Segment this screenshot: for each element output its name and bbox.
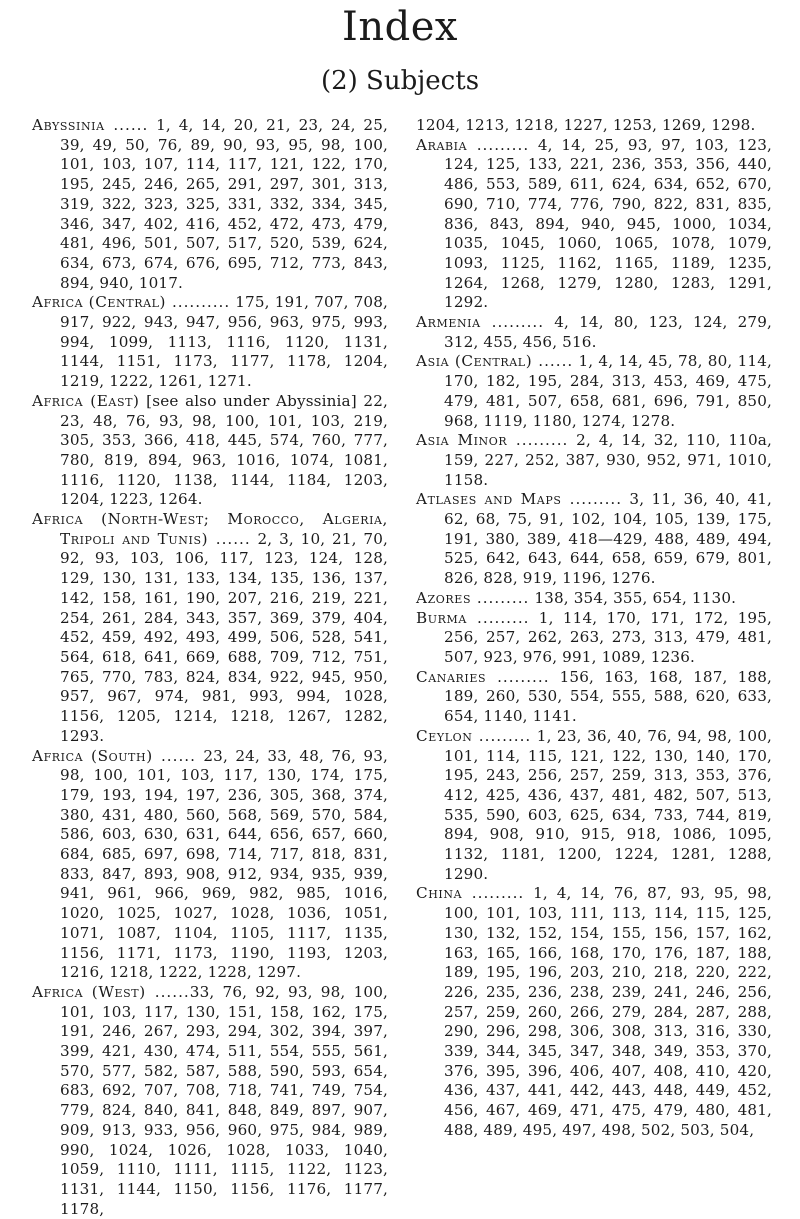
index-entry-heading: Africa (Central) [32, 293, 167, 312]
index-entry-references: 1, 4, 14, 45, 78, 80, 114, 170, 182, 195, 284, 313, 453, 469, 475, 479, 481, 507, 658, 681, 696, 791, 850, 968, 1119, 1180, 1274, 1278. [444, 352, 772, 430]
index-entry-references: 33, 76, 92, 93, 98, 100, 101, 103, 117, 130, 151, 158, 162, 175, 191, 246, 267, 293, 294, 302, 394, 397, 399, 421, 430, 474, 511, 554, 555, 561, 570, 577, 582, 587, 588, 590, 593, 654, 683, 692, 707, 708, 718, 741, 749, 754, 779, 824, 840, 841, 848, 849, 897, 907, 909, 913, 933, 956, 960, 975, 984, 989, 990, 1024, 1026, 1028, 1033, 1040, 1059, 1110, 1111, 1115, 1122, 1123, 1131, 1144, 1150, 1156, 1176, 1177, 1178, [60, 982, 388, 1218]
index-entry [416, 668, 772, 727]
page-title: Index [342, 4, 458, 50]
index-entry-references: 156, 163, 168, 187, 188, 189, 260, 530, 554, 555, 588, 620, 633, 654, 1140, 1141. [444, 667, 773, 726]
index-entry-leader: ......... [462, 884, 525, 903]
index-entry-references: 2, 4, 14, 32, 110, 110a, 159, 227, 252, 387, 930, 952, 971, 1010, 1158. [444, 431, 772, 489]
index-entry-leader: ...... [208, 529, 251, 548]
index-entry [416, 490, 772, 589]
index-entry [32, 293, 388, 392]
index-entry-heading: Azores [416, 588, 472, 607]
section-subtitle: (2) Subjects [320, 66, 480, 96]
index-entry-leader: ...... [152, 746, 196, 765]
index-entry-heading: Africa (West) [32, 982, 146, 1001]
index-entry-leader: ......... [561, 490, 623, 509]
index-entry-leader: ...... [532, 352, 574, 371]
index-entry [416, 313, 772, 352]
index-entry [32, 392, 388, 510]
index-entry-heading: Armenia [416, 313, 481, 332]
index-entry-heading: China [416, 884, 463, 903]
index-column-right [416, 116, 772, 1141]
index-entry-references: 138, 354, 355, 654, 1130. [529, 588, 737, 607]
index-entry-references: [see also under Abyssinia] 22, 23, 48, 76, 93, 98, 100, 101, 103, 219, 305, 353, 366, 418, 445, 574, 760, 777, 780, 819, 894, 963, 1016, 1074, 1081, 1116, 1120, 1138, 1144, 1184, 1203, 1204, 1223, 1264. [60, 391, 388, 509]
index-entry [416, 116, 772, 136]
index-entry-leader: ......... [480, 313, 545, 332]
index-entry-heading: Africa (South) [32, 746, 153, 765]
index-entry-leader: ......... [486, 667, 550, 686]
index-entry-leader: ...... [145, 982, 190, 1001]
index-column-left [32, 116, 388, 1219]
index-entry-leader: ......... [467, 135, 530, 154]
index-entry-references: 3, 11, 36, 40, 41, 62, 68, 75, 91, 102, 104, 105, 139, 175, 191, 380, 389, 418—429, 488, 489, 494, 525, 642, 643, 644, 658, 659, 679, 801, 826, 828, 919, 1196, 1276. [444, 490, 772, 588]
index-entry [32, 747, 388, 983]
index-entry-heading: Arabia [416, 135, 468, 154]
index-entry-references: 1, 4, 14, 76, 87, 93, 95, 98, 100, 101, 103, 111, 113, 114, 115, 125, 130, 132, 152, 154, 155, 156, 157, 162, 163, 165, 166, 168, 170, 176, 187, 188, 189, 195, 196, 203, 210, 218, 220, 222, 226, 235, 236, 238, 239, 241, 246, 256, 257, 259, 260, 266, 279, 284, 287, 288, 290, 296, 298, 306, 308, 313, 316, 330, 339, 344, 345, 347, 348, 349, 353, 370, 376, 395, 396, 406, 407, 408, 410, 420, 436, 437, 441, 442, 443, 448, 449, 452, 456, 467, 469, 471, 475, 479, 480, 481, 488, 489, 495, 497, 498, 502, 503, 504, [444, 884, 772, 1139]
index-entry-heading: Atlases and Maps [416, 490, 562, 509]
index-entry-leader: ......... [471, 588, 530, 607]
index-entry [416, 609, 772, 668]
index-entry [416, 727, 772, 885]
index-entry-references: 1, 23, 36, 40, 76, 94, 98, 100, 101, 114, 115, 121, 122, 130, 140, 170, 195, 243, 256, 257, 259, 313, 353, 376, 412, 425, 436, 437, 481, 482, 507, 513, 535, 590, 603, 625, 634, 733, 744, 819, 894, 908, 910, 915, 918, 1086, 1095, 1132, 1181, 1200, 1224, 1281, 1288, 1290. [444, 726, 772, 883]
index-entry-references: 1204, 1213, 1218, 1227, 1253, 1269, 1298. [416, 116, 756, 134]
index-entry-heading: Africa (East) [32, 391, 140, 410]
index-entry-references: 175, 191, 707, 708, 917, 922, 943, 947, 956, 963, 975, 993, 994, 1099, 1113, 1116, 1120, 1131, 1144, 1151, 1173, 1177, 1178, 1204, 1219, 1222, 1261, 1271. [60, 293, 388, 391]
index-entry-heading: Abyssinia [32, 116, 105, 134]
index-entry-references: 1, 114, 170, 171, 172, 195, 256, 257, 262, 263, 273, 313, 479, 481, 507, 923, 976, 991, 1089, 1236. [444, 608, 772, 666]
index-entry-leader: ...... [104, 116, 149, 134]
index-entry [416, 589, 772, 609]
index-entry-leader: ......... [472, 726, 532, 745]
index-entry-references: 4, 14, 25, 93, 97, 103, 123, 124, 125, 133, 221, 236, 353, 356, 440, 486, 553, 589, 611, 624, 634, 652, 670, 690, 710, 774, 776, 790, 822, 831, 835, 836, 843, 894, 940, 945, 1000, 1034, 1035, 1045, 1060, 1065, 1078, 1079, 1093, 1125, 1162, 1165, 1189, 1235, 1264, 1268, 1279, 1280, 1283, 1291, 1292. [444, 135, 772, 312]
index-entry-heading: Burma [416, 608, 467, 627]
index-entry-references: 2, 3, 10, 21, 70, 92, 93, 103, 106, 117, 123, 124, 128, 129, 130, 131, 133, 134, 135, 136, 137, 142, 158, 161, 190, 207, 216, 219, 221, 254, 261, 284, 343, 357, 369, 379, 404, 452, 459, 492, 493, 499, 506, 528, 541, 564, 618, 641, 669, 688, 709, 712, 751, 765, 770, 783, 824, 834, 922, 945, 950, 957, 967, 974, 981, 993, 994, 1028, 1156, 1205, 1214, 1218, 1267, 1282, 1293. [60, 529, 389, 745]
index-entry [32, 510, 388, 746]
index-entry [416, 884, 772, 1140]
index-entry [32, 116, 388, 293]
index-entry-heading: Canaries [416, 667, 487, 686]
index-entry-heading: Ceylon [416, 726, 473, 745]
index-entry-references: 23, 24, 33, 48, 76, 93, 98, 100, 101, 103, 117, 130, 174, 175, 179, 193, 194, 197, 236, 305, 368, 374, 380, 431, 480, 560, 568, 569, 570, 584, 586, 603, 630, 631, 644, 656, 657, 660, 684, 685, 697, 698, 714, 717, 818, 831, 833, 847, 893, 908, 912, 934, 935, 939, 941, 961, 966, 969, 982, 985, 1016, 1020, 1025, 1027, 1028, 1036, 1051, 1071, 1087, 1104, 1105, 1117, 1135, 1156, 1171, 1173, 1190, 1193, 1203, 1216, 1218, 1222, 1228, 1297. [60, 746, 388, 982]
index-entry-heading: Asia (Central) [416, 352, 533, 371]
index-entry [32, 983, 388, 1219]
index-entry-references: 1, 4, 14, 20, 21, 23, 24, 25, 39, 49, 50, 76, 89, 90, 93, 95, 98, 100, 101, 103, 107, 114, 117, 121, 122, 170, 195, 245, 246, 265, 291, 297, 301, 313, 319, 322, 323, 325, 331, 332, 334, 345, 346, 347, 402, 416, 452, 472, 473, 479, 481, 496, 501, 507, 517, 520, 539, 624, 634, 673, 674, 676, 695, 712, 773, 843, 894, 940, 1017. [60, 116, 389, 292]
index-entry-leader: ......... [466, 608, 530, 627]
index-entry-heading: Africa (North-West; Morocco, Algeria, Tripoli and Tunis) [32, 510, 388, 548]
index-entry-leader: .......... [166, 293, 231, 312]
index-entry-heading: Asia Minor [416, 431, 508, 450]
index-entry-leader: ......... [507, 431, 569, 450]
index-entry [416, 136, 772, 313]
index-entry [416, 352, 772, 431]
index-entry [416, 431, 772, 490]
index-entry-references: 4, 14, 80, 123, 124, 279, 312, 455, 456, 516. [444, 313, 772, 351]
